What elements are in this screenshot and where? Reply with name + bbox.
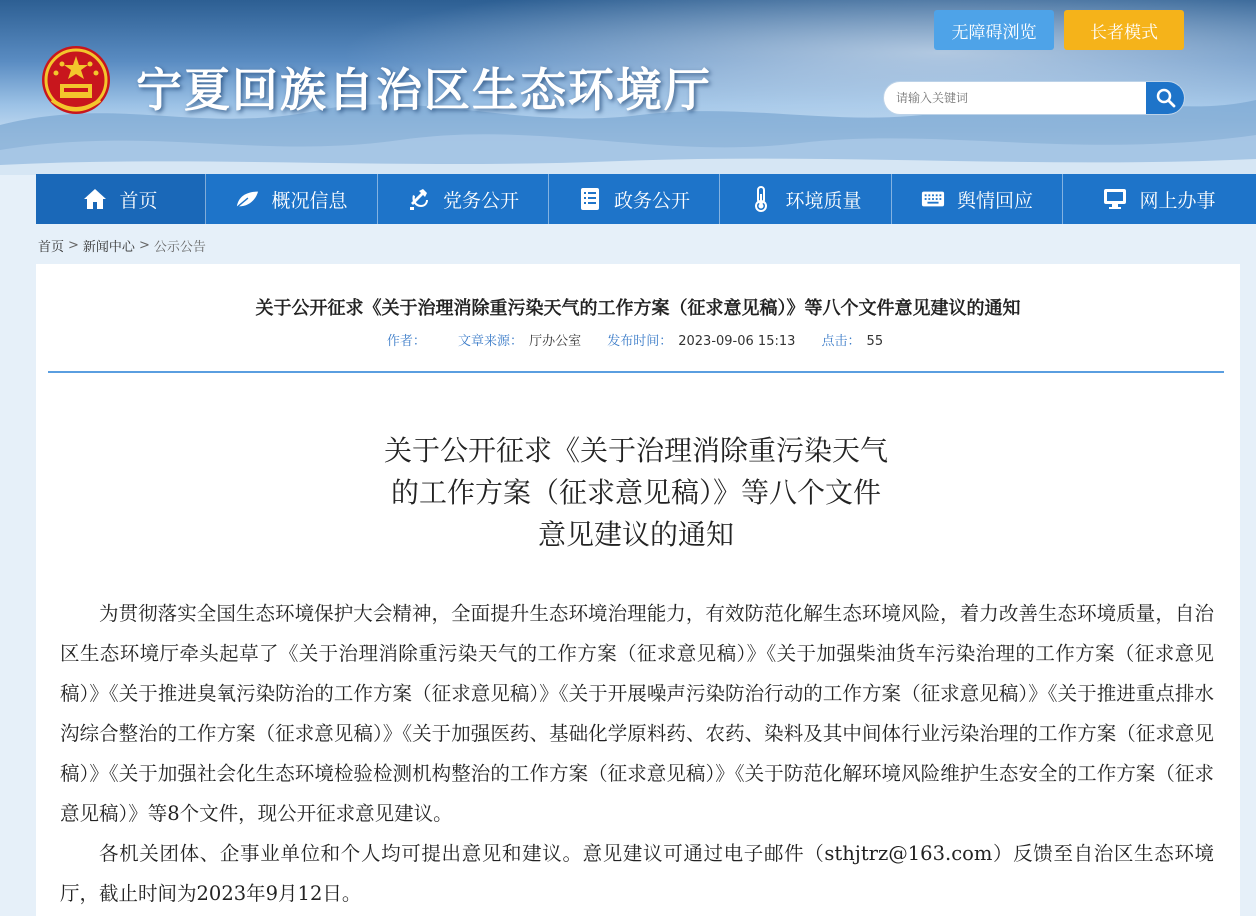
- document-title-line: 的工作方案（征求意见稿）》等八个文件: [390, 476, 881, 509]
- nav-item-overview[interactable]: [206, 174, 378, 224]
- search-input[interactable]: [884, 82, 1146, 114]
- nav-item-label: 政务公开: [613, 189, 690, 212]
- nav-item-label: 概况信息: [271, 189, 348, 212]
- home-icon: [83, 187, 107, 211]
- accessible-browse-button[interactable]: 无障碍浏览: [934, 10, 1054, 50]
- keyboard-icon: [921, 187, 945, 211]
- nav-item-online-services[interactable]: [1063, 174, 1256, 224]
- nav-item-label: 舆情回应: [956, 189, 1033, 212]
- main-nav: [36, 174, 1256, 224]
- author-label: 作者：: [386, 334, 426, 349]
- clicks-label: 点击：: [821, 334, 861, 349]
- breadcrumb-separator: >: [138, 238, 150, 253]
- document-title: [366, 430, 906, 556]
- nav-item-party-affairs[interactable]: [378, 174, 549, 224]
- breadcrumb-separator: >: [68, 238, 79, 253]
- nav-item-label: 党务公开: [442, 189, 519, 212]
- article-panel: [36, 264, 1240, 916]
- elder-mode-button[interactable]: 长者模式: [1064, 10, 1184, 50]
- monitor-icon: [1103, 187, 1127, 211]
- clicks-value: 55: [866, 334, 884, 349]
- breadcrumb-current[interactable]: 公示公告: [153, 240, 206, 255]
- body-paragraph: 为贯彻落实全国生态环境保护大会精神，全面提升生态环境治理能力，有效防范化解生态环境风险，着力改善生态环境质量，自治区生态环境厅牵头起草了《关于治理消除重污染天气的工作方案（征求意见稿）》《关于加强柴油货车污染治理的工作方案（征求意见稿）》《关于推进臭氧污染防治的工作方案（征求意见稿）》《关于开展噪声污染防治行动的工作方案（征求意见稿）》《关于推进重点排水沟综合整治的工作方案（征求意见稿）》《关于加强医药、基础化学原料药、农药、染料及其中间体行业污染治理的工作方案（征求意见稿）》《关于加强社会化生态环境检验检测机构整治的工作方案（征求意见稿）》《关于防范化解环境风险维护生态安全的工作方案（征求意见稿）》等8个文件，现公开征求意见建议。: [60, 602, 1214, 825]
- nav-item-public-opinion[interactable]: [892, 174, 1063, 224]
- national-emblem-icon: [40, 44, 112, 120]
- search-box: [883, 81, 1185, 115]
- nav-item-government-affairs[interactable]: [549, 174, 720, 224]
- body-paragraph: 各机关团体、企事业单位和个人均可提出意见和建议。意见建议可通过电子邮件（sthjtrz@163.com）反馈至自治区生态环境厅，截止时间为2023年9月12日。: [60, 842, 1214, 905]
- document-title-line: 关于公开征求《关于治理消除重污染天气: [383, 434, 888, 467]
- source-value: 厅办公室: [529, 334, 582, 349]
- breadcrumb-news-center[interactable]: 新闻中心: [82, 240, 135, 255]
- article-body: [60, 594, 1214, 914]
- search-button[interactable]: [1146, 82, 1185, 114]
- publish-time-value: 2023-09-06 15:13: [678, 334, 796, 349]
- source-label: 文章来源：: [458, 334, 524, 349]
- breadcrumb-home[interactable]: 首页: [38, 240, 65, 255]
- thermometer-icon: [749, 187, 773, 211]
- article-title: 关于公开征求《关于治理消除重污染天气的工作方案（征求意见稿）》等八个文件意见建议的通知: [255, 298, 1021, 319]
- party-emblem-icon: [407, 187, 431, 211]
- title-divider: [48, 371, 1224, 373]
- document-list-icon: [578, 187, 602, 211]
- nav-item-label: 环境质量: [785, 189, 862, 212]
- search-icon: [1156, 88, 1176, 108]
- site-header: [0, 0, 1256, 175]
- leaf-icon: [235, 187, 259, 211]
- publish-time-label: 发布时间：: [607, 334, 673, 349]
- site-title: 宁夏回族自治区生态环境厅: [136, 63, 712, 117]
- nav-item-home[interactable]: [36, 174, 206, 224]
- nav-item-environment-quality[interactable]: [720, 174, 892, 224]
- nav-item-label: 网上办事: [1139, 189, 1216, 212]
- article-meta: [36, 330, 1240, 349]
- document-title-line: 意见建议的通知: [537, 518, 734, 551]
- nav-item-label: 首页: [119, 189, 158, 212]
- breadcrumb: [38, 236, 206, 255]
